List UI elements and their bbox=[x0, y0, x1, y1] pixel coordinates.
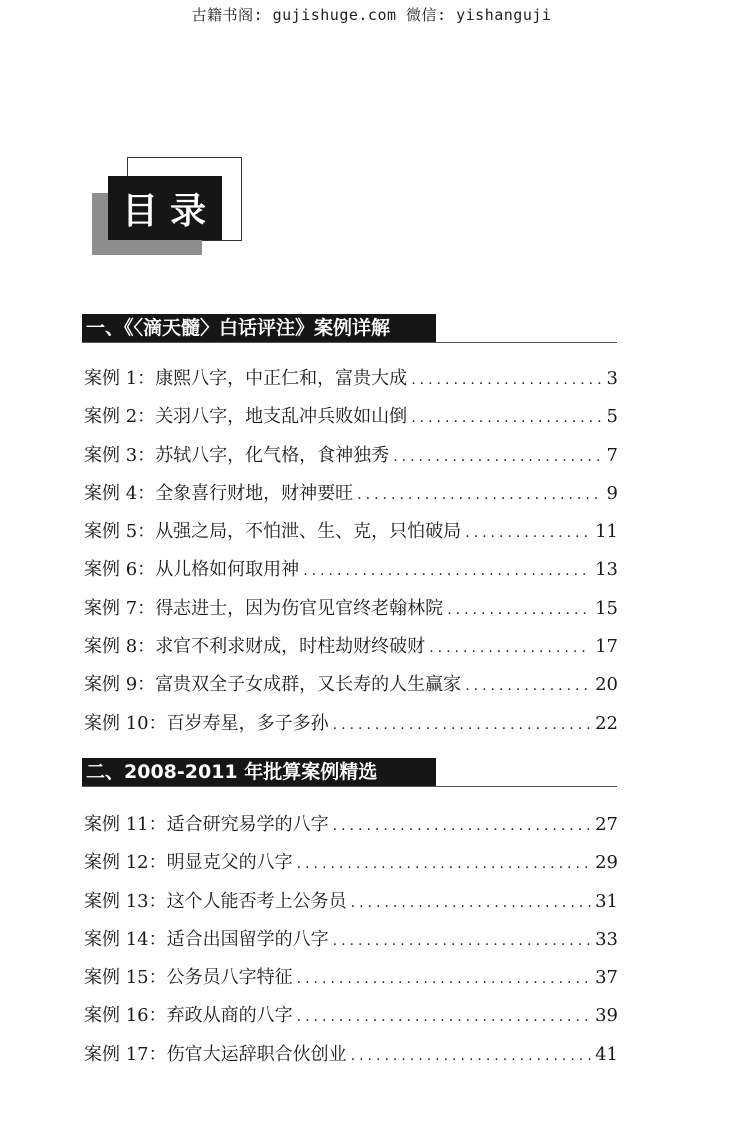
toc-entry-page: 9 bbox=[606, 482, 618, 504]
toc-entry-label: 案例 8： bbox=[84, 636, 156, 658]
toc-entry[interactable] bbox=[84, 709, 618, 747]
toc-entry-title: 伤官大运辞职合伙创业 bbox=[166, 1043, 347, 1065]
toc-leader-dots bbox=[465, 518, 591, 548]
toc-entry[interactable] bbox=[84, 963, 618, 1001]
toc-entry-page: 39 bbox=[595, 1005, 618, 1027]
toc-leader-dots bbox=[297, 964, 591, 994]
toc-leader-dots bbox=[297, 849, 591, 879]
toc-leader-dots bbox=[393, 442, 602, 472]
toc-entry-label: 案例 5： bbox=[84, 521, 156, 543]
toc-entry-page: 33 bbox=[595, 928, 618, 950]
toc-entry-page: 17 bbox=[595, 636, 618, 658]
toc-entry-title: 富贵双全子女成群，又长寿的人生赢家 bbox=[155, 674, 462, 696]
section-heading-1: 一、《〈滴天髓〉白话评注》案例详解 bbox=[82, 314, 436, 343]
toc-entry-page: 15 bbox=[595, 597, 618, 619]
toc-entry-label: 案例 10： bbox=[84, 712, 167, 734]
toc-entry-page: 41 bbox=[595, 1043, 618, 1065]
toc-entry-title: 弃政从商的八字 bbox=[166, 1005, 293, 1027]
toc-entry-page: 11 bbox=[595, 521, 618, 543]
toc-leader-dots bbox=[303, 556, 591, 586]
toc-entry-label: 案例 12： bbox=[84, 852, 167, 874]
toc-list-section-2 bbox=[84, 810, 618, 1078]
toc-entry-title: 苏轼八字，化气格，食神独秀 bbox=[155, 444, 390, 466]
section-heading-2: 二、2008-2011 年批算案例精选 bbox=[82, 758, 436, 787]
toc-entry-page: 37 bbox=[595, 967, 618, 989]
toc-leader-dots bbox=[447, 595, 591, 625]
toc-entry[interactable] bbox=[84, 402, 618, 440]
toc-entry-title: 适合研究易学的八字 bbox=[166, 814, 329, 835]
toc-entry-label: 案例 6： bbox=[84, 559, 156, 581]
toc-leader-dots bbox=[351, 1041, 591, 1071]
toc-entry-title: 全象喜行财地，财神要旺 bbox=[155, 482, 354, 504]
toc-entry-label: 案例 16： bbox=[84, 1005, 167, 1027]
toc-entry-label: 案例 13： bbox=[84, 890, 167, 912]
toc-entry-title: 适合出国留学的八字 bbox=[166, 928, 329, 950]
toc-entry[interactable] bbox=[84, 441, 618, 479]
toc-entry-label: 案例 1： bbox=[84, 368, 156, 389]
section-divider-1 bbox=[82, 342, 617, 343]
toc-entry-title: 关羽八字，地支乱冲兵败如山倒 bbox=[155, 406, 408, 428]
toc-entry-page: 3 bbox=[606, 368, 618, 389]
toc-leader-dots bbox=[411, 365, 602, 395]
toc-entry-title: 从儿格如何取用神 bbox=[155, 559, 300, 581]
toc-entry-title: 这个人能否考上公务员 bbox=[166, 890, 347, 912]
toc-entry[interactable] bbox=[84, 1001, 618, 1039]
toc-entry-label: 案例 15： bbox=[84, 967, 167, 989]
toc-leader-dots bbox=[357, 480, 602, 510]
toc-entry-page: 27 bbox=[595, 814, 618, 835]
toc-leader-dots bbox=[297, 1002, 591, 1032]
toc-entry-title: 从强之局，不怕泄、生、克，只怕破局 bbox=[155, 521, 462, 543]
toc-entry[interactable] bbox=[84, 1040, 618, 1078]
toc-entry[interactable] bbox=[84, 594, 618, 632]
toc-entry-page: 22 bbox=[595, 712, 618, 734]
toc-entry-label: 案例 11： bbox=[84, 814, 167, 835]
toc-entry-title: 求官不利求财成，时柱劫财终破财 bbox=[155, 636, 426, 658]
toc-entry-page: 29 bbox=[595, 852, 618, 874]
toc-entry[interactable] bbox=[84, 479, 618, 517]
toc-entry-label: 案例 9： bbox=[84, 674, 156, 696]
toc-list-section-1 bbox=[84, 364, 618, 747]
toc-leader-dots bbox=[465, 671, 591, 701]
toc-entry[interactable] bbox=[84, 810, 618, 848]
toc-entry[interactable] bbox=[84, 555, 618, 593]
toc-leader-dots bbox=[429, 633, 591, 663]
header-watermark: 古籍书阁: gujishuge.com 微信: yishanguji bbox=[191, 6, 552, 24]
toc-entry-label: 案例 7： bbox=[84, 597, 156, 619]
toc-entry-label: 案例 17： bbox=[84, 1043, 167, 1065]
toc-entry[interactable] bbox=[84, 517, 618, 555]
toc-entry-page: 31 bbox=[595, 890, 618, 912]
toc-entry-page: 5 bbox=[606, 406, 618, 428]
toc-entry-label: 案例 3： bbox=[84, 444, 156, 466]
page-title: 目录 bbox=[108, 176, 222, 240]
toc-entry-label: 案例 4： bbox=[84, 482, 156, 504]
toc-title-block bbox=[92, 157, 252, 257]
toc-entry-title: 得志进士，因为伤官见官终老翰林院 bbox=[155, 597, 444, 619]
toc-leader-dots bbox=[351, 888, 591, 918]
toc-entry[interactable] bbox=[84, 632, 618, 670]
toc-entry-title: 康熙八字，中正仁和，富贵大成 bbox=[155, 368, 408, 389]
toc-entry[interactable] bbox=[84, 887, 618, 925]
toc-entry[interactable] bbox=[84, 848, 618, 886]
toc-leader-dots bbox=[411, 403, 602, 433]
toc-leader-dots bbox=[333, 811, 591, 841]
section-divider-2 bbox=[82, 786, 617, 787]
toc-entry-title: 公务员八字特征 bbox=[166, 967, 293, 989]
toc-entry-label: 案例 14： bbox=[84, 928, 167, 950]
toc-entry-title: 百岁寿星，多子多孙 bbox=[166, 712, 329, 734]
toc-leader-dots bbox=[333, 710, 591, 740]
toc-entry[interactable] bbox=[84, 364, 618, 402]
toc-entry[interactable] bbox=[84, 925, 618, 963]
toc-entry-page: 20 bbox=[595, 674, 618, 696]
toc-leader-dots bbox=[333, 926, 591, 956]
toc-entry-label: 案例 2： bbox=[84, 406, 156, 428]
toc-entry-page: 13 bbox=[595, 559, 618, 581]
toc-entry-page: 7 bbox=[606, 444, 618, 466]
toc-entry-title: 明显克父的八字 bbox=[166, 852, 293, 874]
toc-entry[interactable] bbox=[84, 670, 618, 708]
